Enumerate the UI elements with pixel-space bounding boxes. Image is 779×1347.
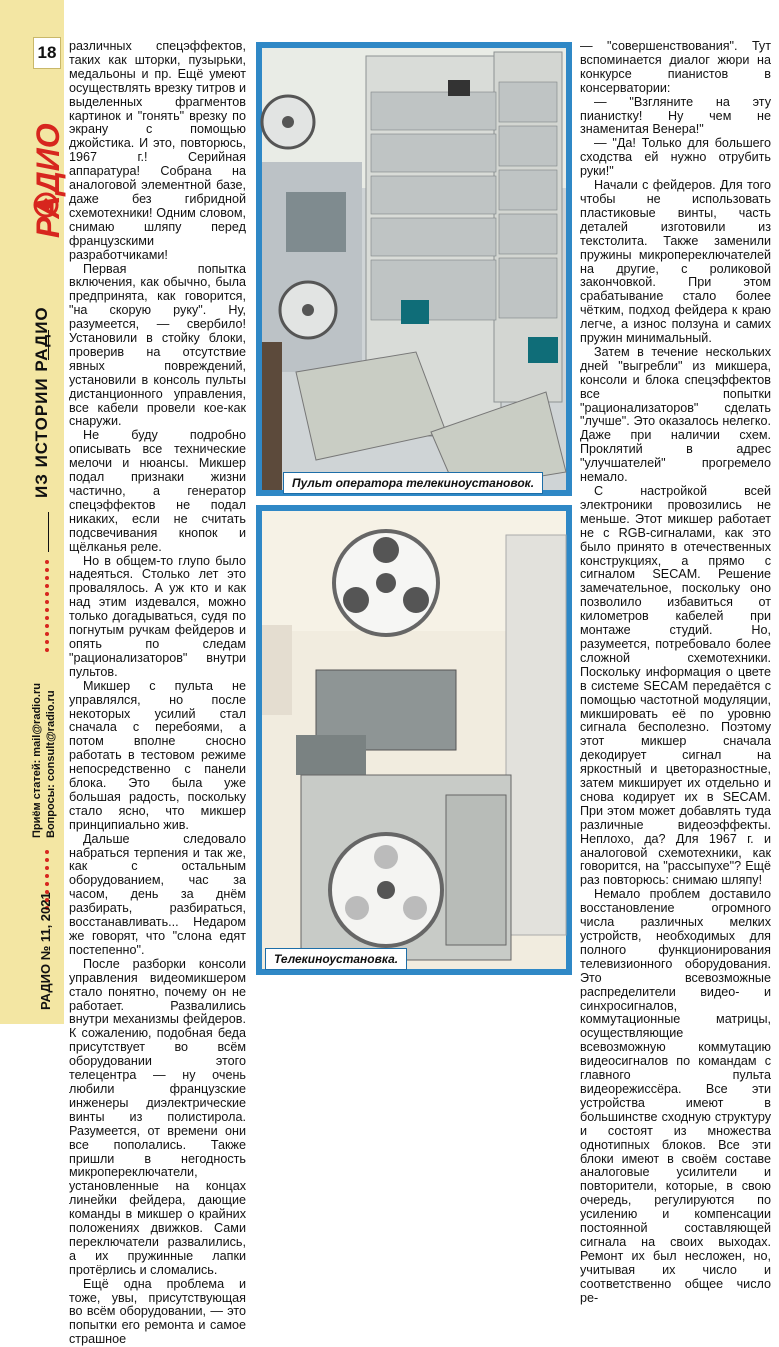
section-title: ИЗ ИСТОРИИ РАДИО [32,306,51,498]
paragraph: Не буду подробно описывать все технические мелочи и нюансы. Микшер подал признаки жизни частично, а генератор спецэффектов не подал никаких, если не считать подсвечивания кнопок и щёлканья реле. [69,428,246,554]
text-column-right [580,40,771,1305]
sidebar [0,0,64,1024]
paragraph: — "Взгляните на эту пианистку! Ну чем не знаменитая Венера!" [580,94,771,137]
caption-console: Пульт оператора телекиноустановок. [283,472,543,494]
paragraph: Микшер с пульта не управлялся, но после некоторых усилий стал сначала с перебоями, а потом вполне сносно работать в тестовом режиме непосредственно с панели блока. Это была уже большая радость, поскольку стало ясно, что микшер принципиально жив. [69,678,246,832]
logo-text: РАДИО [30,123,66,238]
paragraph: Начали с фейдеров. Для того чтобы не использовать пластиковые винты, часть деталей изготовили из текстолита. Также заменили пружины микропереключателей на другие, с роликовой закончовкой. При этом срабатывание стало более чётким, подход фейдера к краю легче, а износ ползуна и самих пружин минимальный. [580,178,771,346]
text-column-left [69,40,246,1347]
paragraph: После разборки консоли управления видеомикшером стало понятно, почему он не работает. Развалились внутри механизмы фейдеров. К сожалению, подобная беда присутствует во всём оборудовании этого телецентра — ну очень любили французские инженеры диэлектрические винты из полистирола. Разумеется, от времени они все пополались. Также пришли в негодность микропереключатели, установленные на концах линейки фейдера, дающие команды в микшер о крайних положениях движков. Сами переключатели развалились, а их пружинные лапки протёрлись и сломались. [69,956,246,1277]
paragraph: — "совершенствования". Тут вспоминается диалог жюри на конкурсе пианистов в консерватории: [580,39,771,95]
paragraph: Затем в течение нескольких дней "выгребли" из микшера, консоли и блока спецэффектов все попытки "рационализаторов" сделать "лучше". Это оказалось нелегко. Даже при наличии схем. Проклятий в адрес "улучшателей" прогремело немало. [580,344,771,485]
decorative-dots [43,560,51,656]
issue-line: РАДИО № 11, 2021 [38,892,53,1010]
caption-telecine: Телекиноустановка. [265,948,407,970]
contact-questions: Вопросы: consult@radio.ru [45,690,57,838]
paragraph: Дальше следовало набраться терпения и так же, как с остальным оборудованием, час за часом, день за днём разбирать, разбираться, восстанавливать... Недаром же говорят, что "слона едят постепенно". [69,831,246,957]
photo-operator-console [256,42,572,496]
contact-articles: Приём статей: mail@radio.ru [31,683,43,838]
paragraph: — "Да! Только для большего сходства ей нужно отрубить руки!" [580,136,771,179]
paragraph: Но в общем-то глупо было надеяться. Столько лет это провалялось. А уж кто и как над этим издевался, можно только догадываться, судя по погнутым ручкам фейдеров и опять по следам "рационализаторов" внутри пультов. [69,553,246,679]
divider [48,512,49,552]
telecine-illustration [256,505,572,975]
paragraph: Ещё одна проблема и тоже, увы, присутствующая во всём оборудовании, — это попытки его ремонта и самое страшное [69,1276,246,1347]
photo-telecine [256,505,572,975]
paragraph: различных спецэффектов, таких как шторки, пузырьки, медальоны и пр. Ещё умеют осуществлять врезку титров и выделенных фрагментов картинок и "гонять" врезку по экрану с помощью джойстика. И это, повторюсь, 1967 г.! Серийная аппаратура! Собрана на аналоговой элементной базе, даже без гибридной схемотехники! Одним словом, снимаю шляпу перед французскими разработчиками! [69,39,246,262]
console-illustration [256,42,572,496]
paragraph: Первая попытка включения, как обычно, была предпринята, как говорится, "на скорую руку". Ну, разумеется, — свербило! Установили в стойку блоки, проверив на отсутствие явных повреждений, установили в консоль пульты дистанционного управления, все кабели провели кое-как снаружи. [69,261,246,429]
paragraph: С настройкой всей электроники провозились не меньше. Этот микшер работает не с RGB-сигналами, как это было принято в отечественных конструкциях, а прямо с сигналом SECAM. Решение замечательное, поскольку оно позволило избавиться от километров кабелей при монтаже студий. Но, разумеется, потребовало более сложной схемотехники. Поскольку информация о цвете в системе SECAM передаётся с помощью частотной модуляции, микшировать её по уровню сигнала бесполезно. Поэтому этот микшер сначала декодирует сигнал на яркостный и цветоразностные, затем микширует их отдельно и снова кодирует их в SECAM. При этом может добавлять туда различные видеоэффекты. Неплохо, да? Для 1967 г. и аналоговой схемотехники, как говорится, на "рассыпухе"? Ещё раз повторюсь: снимаю шляпу! [580,484,771,888]
page-number: 18 [33,37,61,69]
paragraph: Немало проблем доставило восстановление огромного числа различных мелких устройств, необходимых для полного функционирования телевизионного оборудования. Это всевозможные распределители видео- и синхросигналов, коммутационные матрицы, осуществляющие всевозможную коммутацию видеосигналов по командам с главного пульта видеорежиссёра. Все эти устройства имеют в большинстве сходную структуру и состоят из множества однотипных блоков. Все эти блоки имеют в своём составе аналоговые усилители и повторители, которые, в свою очередь, регулируются по усилению и компенсации постоянной составляющей сигнала на своих выходах. Ремонт их был несложен, но, учитывая их число и соответственно общее число ре- [580,887,771,1305]
